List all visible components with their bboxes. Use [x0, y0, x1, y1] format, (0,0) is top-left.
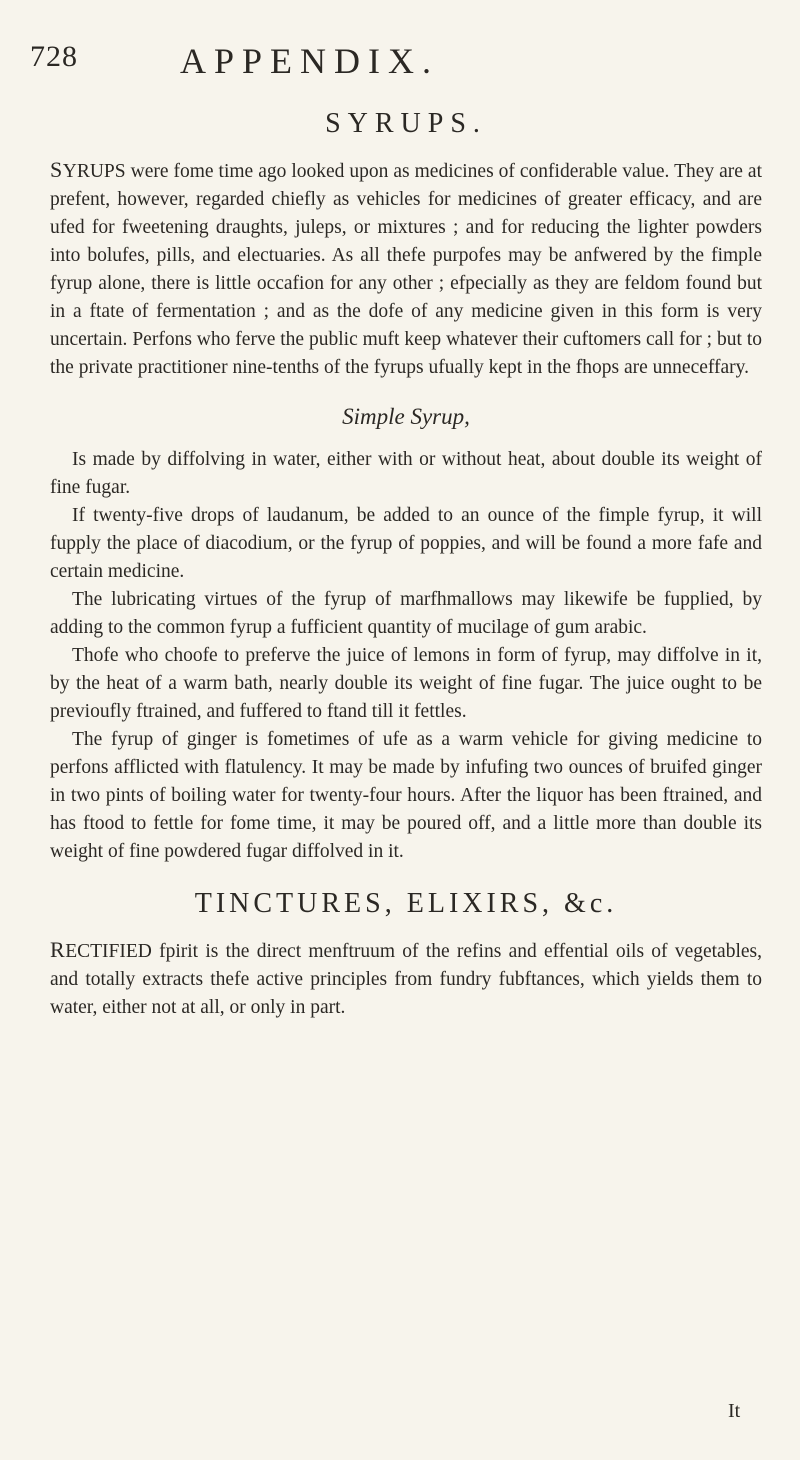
paragraph-laudanum: If twenty-five drops of laudanum, be added to an ounce of the fimple fyrup, it will fupply the place of diacodium, or the fyrup of poppies, and will be found a more fafe and certain medicine.	[50, 505, 762, 582]
paragraph-simple-syrup: Is made by diffolving in water, either with or without heat, about double its weight of fine fugar.	[50, 449, 762, 498]
running-title: APPENDIX.	[180, 41, 440, 81]
paragraph-marshmallows: The lubricating virtues of the fyrup of marfhmallows may likewife be fupplied, by adding to the common fyrup a fufficient quantity of mucilage of gum arabic.	[50, 589, 762, 638]
drop-capital: R	[50, 937, 66, 962]
paragraph-ginger: The fyrup of ginger is fometimes of ufe as a warm vehicle for giving medicine to perfons afflicted with flatulency. It may be made by infufing two ounces of bruifed ginger in two pints of boiling water for twenty-four hours. After the liquor has been ftrained, and has ftood to fettle for fome time, it may be poured off, and a little more than double its weight of fine powdered fugar diffolved in it.	[50, 729, 762, 862]
tinctures-intro-paragraph	[50, 936, 762, 1022]
page-content	[50, 108, 762, 1022]
catchword: It	[728, 1400, 741, 1422]
page-number: 728	[30, 40, 78, 73]
paragraph-lemons: Thofe who choofe to preferve the juice of lemons in form of fyrup, may diffolve in it, by the heat of a warm bath, nearly double its weight of fine fugar. The juice ought to be previoufly ftrained, and fuffered to ftand till it fettles.	[50, 645, 762, 722]
section-title-syrups: SYRUPS.	[325, 108, 487, 139]
paragraph-text: fpirit is the direct menftruum of the refins and effential oils of vegetables, and totally extracts thefe active principles from fundry fubftances, which yields them to water, either not at all, or only in part.	[50, 941, 762, 1018]
lead-word: YRUPS	[62, 161, 126, 182]
syrups-intro-paragraph	[50, 156, 762, 382]
subheading-simple-syrup: Simple Syrup,	[342, 404, 470, 429]
running-head	[30, 40, 760, 80]
lead-word: ECTIFIED	[65, 941, 152, 962]
drop-capital: S	[50, 157, 63, 182]
section-title-tinctures: TINCTURES, ELIXIRS, &c.	[194, 888, 618, 919]
paragraph-text: were fome time ago looked upon as medicines of confiderable value. They are at prefent, however, regarded chiefly as vehicles for medicines of greater efficacy, and are ufed for fweetening draughts, juleps, or mixtures ; and for reducing the lighter powders into bolufes, pills, and electuaries. As all thefe purpofes may be anfwered by the fimple fyrup alone, there is little occafion for any other ; efpecially as they are feldom found but in a ftate of fermentation ; and as the dofe of any medicine given in this form is very uncertain. Perfons who ferve the public muft keep whatever their cuftomers call for ; but to the private practitioner nine-tenths of the fyrups ufually kept in the fhops are unneceffary.	[50, 161, 762, 378]
